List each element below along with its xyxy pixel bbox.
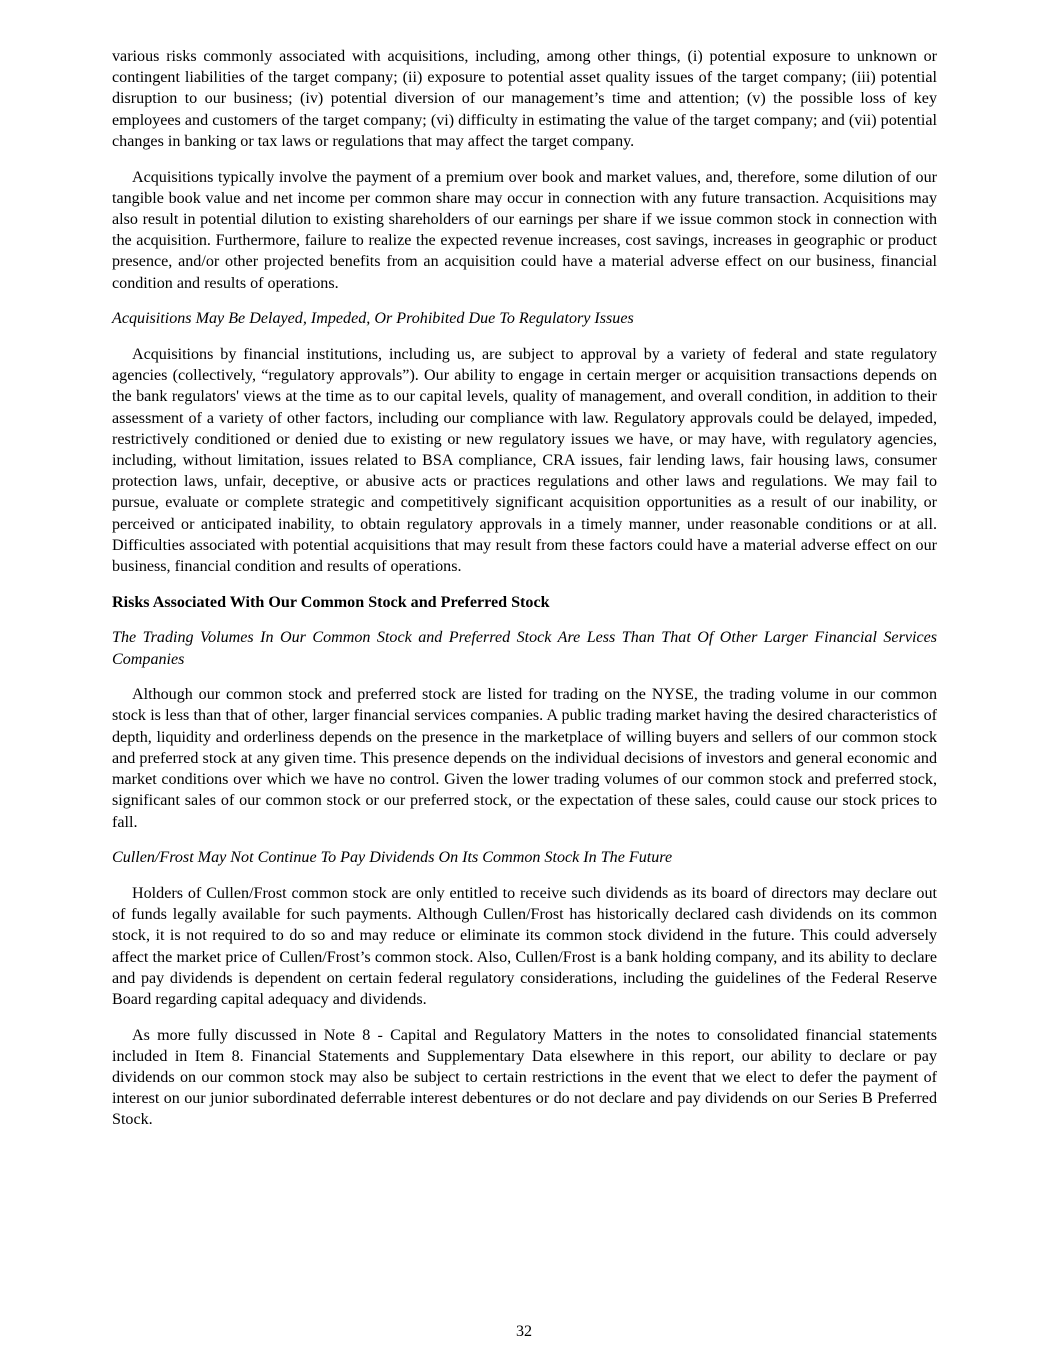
subheading-dividends-not-continued: Cullen/Frost May Not Continue To Pay Dividends On Its Common Stock In The Future xyxy=(112,849,673,867)
paragraph-trading-volume: Although our common stock and preferred stock are listed for trading on the NYSE, the trading volume in our common stock is less than that of other, larger financial services companies. A public trading market having the desired characteristics of depth, liquidity and orderliness depends on the presence in the marketplace of willing buyers and sellers of our common stock and preferred stock at any given time. This presence depends on the individual decisions of investors and general economic and market conditions over which we have no control. Given the lower trading volumes of our common stock and preferred stock, significant sales of our common stock or our preferred stock, or the expectation of these sales, could cause our stock prices to fall. xyxy=(112,686,937,831)
document-page xyxy=(112,46,937,1145)
paragraph-dividend-restrictions: As more fully discussed in Note 8 - Capital and Regulatory Matters in the notes to consolidated financial statements included in Item 8. Financial Statements and Supplementary Data elsewhere in this report, our ability to declare or pay dividends on our common stock may also be subject to certain restrictions in the event that we elect to defer the payment of interest on our junior subordinated deferrable interest debentures or do not declare and pay dividends on our Series B Preferred Stock. xyxy=(112,1026,937,1129)
paragraph-acquisition-risks-continued: various risks commonly associated with acquisitions, including, among other things, (i) potential exposure to unknown or contingent liabilities of the target company; (ii) exposure to potential asset quality issues of the target company; (iii) potential disruption to our business; (iv) potential diversion of our management’s time and attention; (v) the possible loss of key employees and customers of the target company; (vi) difficulty in estimating the value of the target company; and (vii) potential changes in banking or tax laws or regulations that may affect the target company. xyxy=(112,48,937,150)
paragraph-dividend-entitlement: Holders of Cullen/Frost common stock are only entitled to receive such dividends as its board of directors may declare out of funds legally available for such payments. Although Cullen/Frost has historically declared cash dividends on its common stock, it is not required to do so and may reduce or eliminate its common stock dividend in the future. This could adversely affect the market price of Cullen/Frost’s common stock. Also, Cullen/Frost is a bank holding company, and its ability to declare and pay dividends is dependent on certain federal regulatory considerations, including the guidelines of the Federal Reserve Board regarding capital adequacy and dividends. xyxy=(112,884,937,1008)
section-heading-common-preferred-stock-risks: Risks Associated With Our Common Stock and Preferred Stock xyxy=(112,593,550,611)
paragraph-regulatory-approvals: Acquisitions by financial institutions, including us, are subject to approval by a variety of federal and state regulatory agencies (collectively, “regulatory approvals”). Our ability to engage in certain merger or acquisition transactions depends on the bank regulators' views at the time as to our capital levels, quality of management, and overall condition, in addition to their assessment of a variety of other factors, including our compliance with law. Regulatory approvals could be delayed, impeded, restrictively conditioned or denied due to existing or new regulatory issues we have, or may have, with regulatory agencies, including, without limitation, issues related to BSA compliance, CRA issues, fair lending laws, fair housing laws, consumer protection laws, unfair, deceptive, or abusive acts or practices regulations and other laws and regulations. We may fail to pursue, evaluate or complete strategic and competitively significant acquisition opportunities as a result of our inability, or perceived or anticipated inability, to obtain regulatory approvals in a timely manner, under reasonable conditions or at all. Difficulties associated with potential acquisitions that may result from these factors could have a material adverse effect on our business, financial condition and results of operations. xyxy=(112,345,937,575)
subheading-acquisitions-regulatory-issues: Acquisitions May Be Delayed, Impeded, Or Prohibited Due To Regulatory Issues xyxy=(112,310,634,328)
page-number: 32 xyxy=(515,1323,533,1340)
paragraph-acquisition-premium-dilution: Acquisitions typically involve the payment of a premium over book and market values, and, therefore, some dilution of our tangible book value and net income per common share may occur in connection with any future transaction. Acquisitions may also result in potential dilution to existing shareholders of our earnings per share if we issue common stock in connection with the acquisition. Furthermore, failure to realize the expected revenue increases, cost savings, increases in geographic or product presence, and/or other projected benefits from an acquisition could have a material adverse effect on our business, financial condition and results of operations. xyxy=(112,168,937,292)
subheading-trading-volumes: The Trading Volumes In Our Common Stock and Preferred Stock Are Less Than That Of Other Larger Financial Services Companies xyxy=(112,629,937,668)
